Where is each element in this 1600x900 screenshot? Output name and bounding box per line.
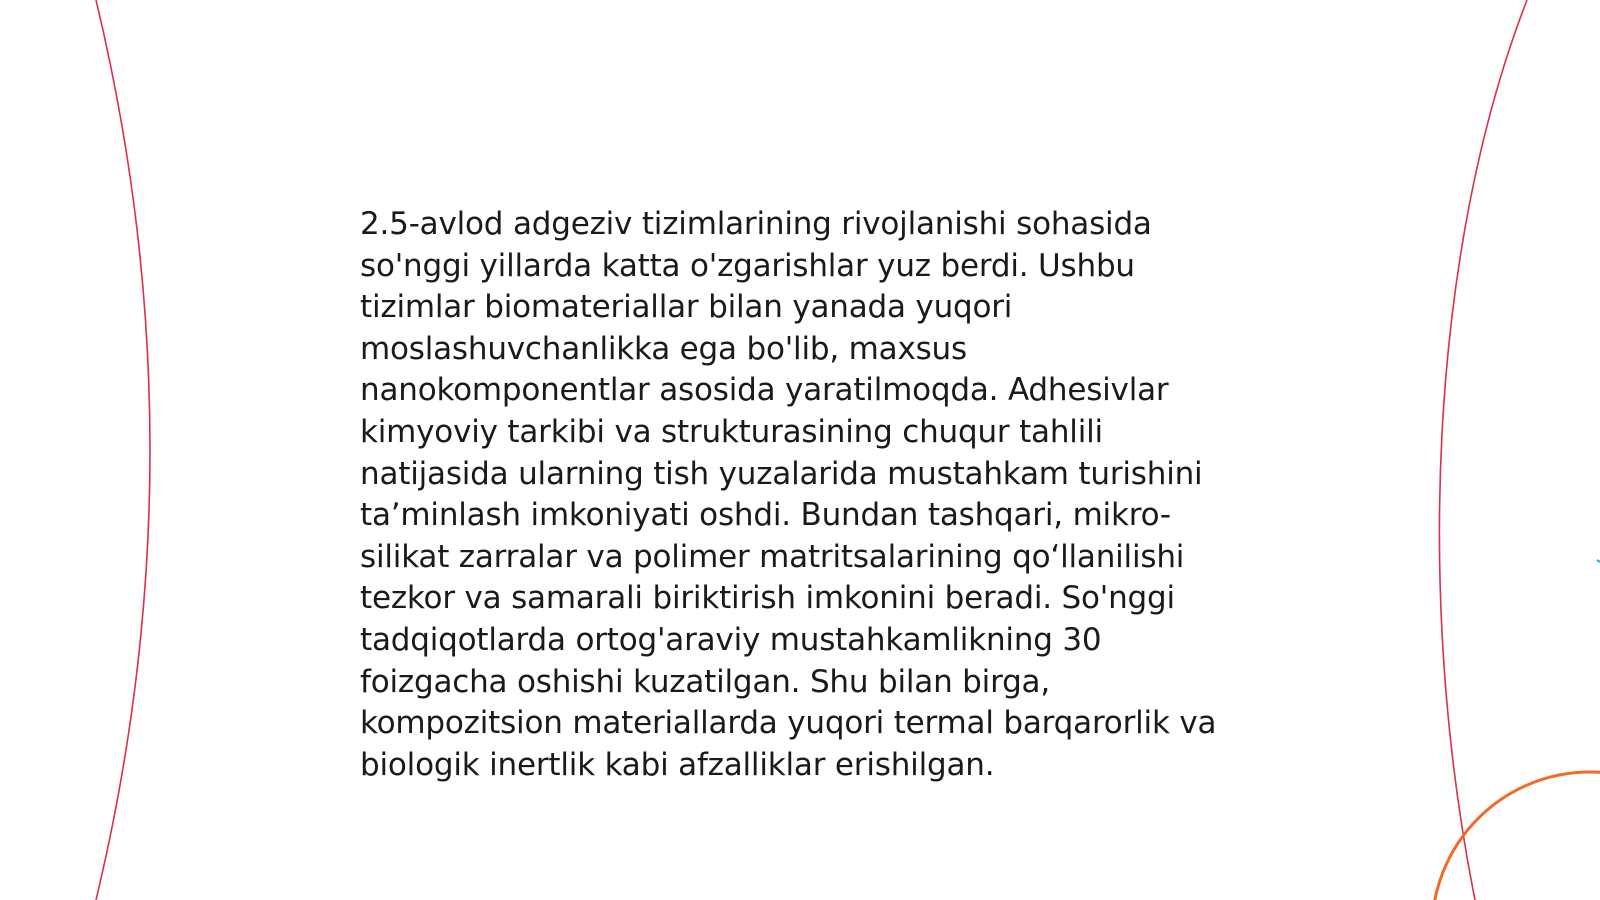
right-curve-line	[1439, 0, 1527, 900]
left-curve-line	[96, 0, 150, 900]
slide-paragraph: 2.5-avlod adgeziv tizimlarining rivojlanishi sohasida so'nggi yillarda katta o'zgarishlar yuz berdi. Ushbu tizimlar biomateriallar bilan yanada yuqori moslashuvchanlikka ega bo'lib, maxsus nanokomponentlar asosida yaratilmoqda. Adhesivlar kimyoviy tarkibi va strukturasining chuqur tahlili natijasida ularning tish yuzalarida mustahkam turishini taʼminlash imkoniyati oshdi. Bundan tashqari, mikro-silikat zarralar va polimer matritsalarining qoʻllanilishi tezkor va samarali biriktirish imkonini beradi. So'nggi tadqiqotlarda ortog'araviy mustahkamlikning 30 foizgacha oshishi kuzatilgan. Shu bilan birga, kompozitsion materiallarda yuqori termal barqarorlik va biologik inertlik kabi afzalliklar erishilgan.	[360, 206, 1217, 783]
